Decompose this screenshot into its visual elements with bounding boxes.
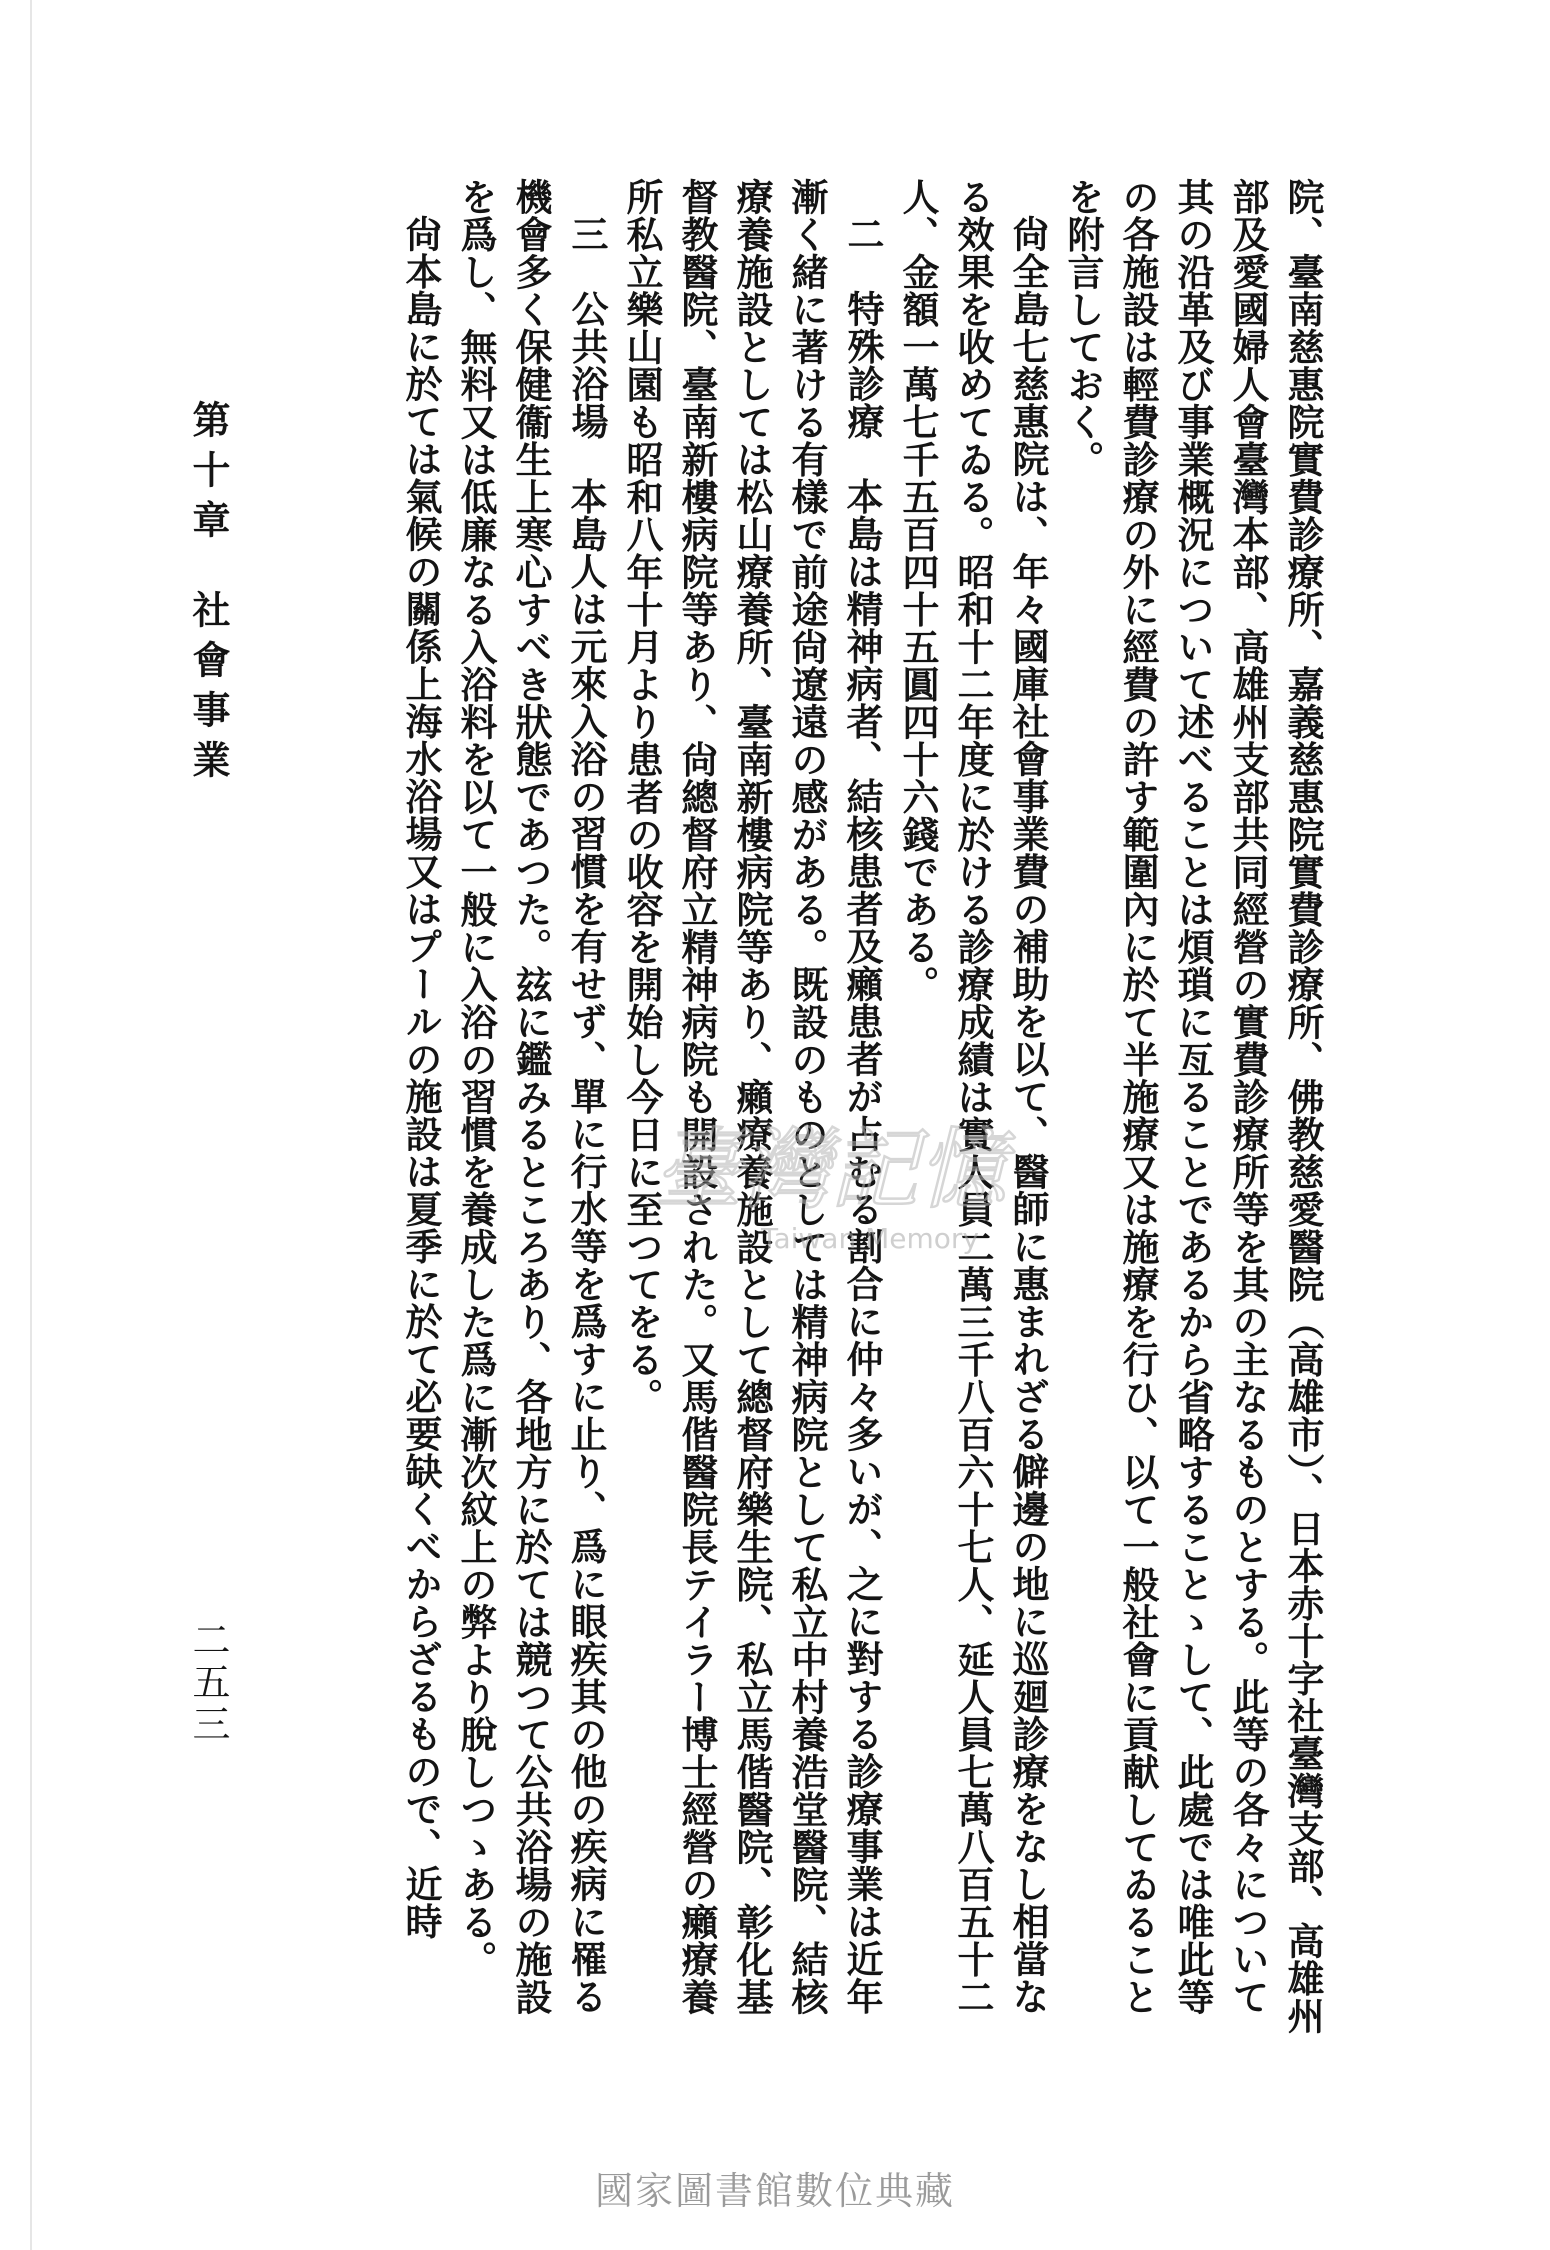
paragraph-4-text: 本島人は元來入浴の習慣を有せず、單に行水等を爲すに止り、爲に眼疾其の他の疾病に罹る機會多く保健衞生上寒心すべき狀態であつた。玆に鑑みるところあり、各地方に於ては競つて公共浴場の施設を爲し、無料又は低廉なる入浴料を以て一般に入浴の習慣を養成した爲に漸次紋上の弊より脫しつゝある。 [454, 178, 608, 2016]
body-text [399, 178, 1330, 2038]
page-number: 二五三 [186, 1620, 230, 1746]
paragraph-3 [614, 178, 890, 2038]
paragraph-3-text: 本島は精神病者、結核患者及癩患者が占むる割合に仲々多いが、之に對する診療事業は近年漸く緒に著ける有樣で前途尙遼遠の感がある。既設のものとしては精神病院として私立中村養浩堂醫院、結核療養施設としては松山療養所、臺南新樓病院等あり、癩療養施設として總督府樂生院、私立馬偕醫院、彰化基督教醫院、臺南新樓病院等あり、尙總督府立精神病院も開設された。又馬偕醫院長テイラー博士經營の癩療養所私立樂山園も昭和八年十月より患者の收容を開始し今日に至つてをる。 [620, 178, 884, 2016]
scan-edge [30, 0, 32, 2250]
paragraph-2-text: 尙全島七慈惠院は、年々國庫社會事業費の補助を以て、醫師に惠まれざる僻邊の地に巡廻診療をなし相當なる效果を收めてゐる。昭和十二年度に於ける診療成績は實人員二萬三千八百六十七人、延人員七萬八百五十二人、金額一萬七千五百四十五圓四十六錢である。 [896, 178, 1050, 2016]
paragraph-5-text: 尙本島に於ては氣候の關係上海水浴場又はプールの施設は夏季に於て必要缺くべからざるもので、近時 [399, 215, 443, 1940]
section-heading-public-baths: 三 公共浴場 [565, 215, 608, 440]
running-head [188, 400, 228, 790]
paragraph-1 [1055, 178, 1330, 2038]
section-heading-special-care: 二 特殊診療 [841, 215, 884, 440]
paragraph-1-text: 院、臺南慈惠院實費診療所、嘉義慈惠院實費診療所、佛教慈愛醫院（高雄市）、日本赤十字社臺灣支部、高雄州部及愛國婦人會臺灣本部、高雄州支部共同經營の實費診療所等を其の主なるものとする。此等の各々について其の沿革及び事業概況について述べることは煩瑣に亙ることであるから省略することゝして、此處では唯此等の各施設は輕費診療の外に經費の許す範圍內に於て半施療又は施療を行ひ、以て一般社會に貢献してゐることを附言しておく。 [1061, 178, 1325, 2035]
footer-library-name: 國家圖書館數位典藏 [594, 2169, 955, 2213]
paragraph-4 [448, 178, 614, 2038]
running-head-chapter: 第十章 [186, 400, 230, 550]
running-head-title: 社會事業 [186, 590, 230, 790]
watermark-main-text: 臺灣記憶 [653, 1120, 1007, 1221]
paragraph-5 [393, 178, 448, 2038]
paragraph-2 [890, 178, 1055, 2038]
watermark-sub-text: Taiwan Memory [761, 1222, 979, 1255]
